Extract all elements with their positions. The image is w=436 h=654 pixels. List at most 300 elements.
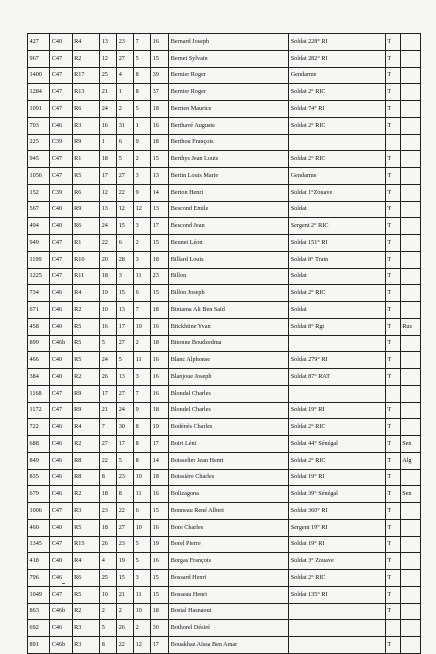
carton-cell: C40 — [50, 553, 72, 570]
carton-cell: C47 — [50, 268, 72, 285]
day-cell: 24 — [100, 101, 117, 118]
rank-unit-cell: Soldat 2° RIC — [289, 117, 386, 134]
status-cell: T — [385, 268, 400, 285]
table-row — [28, 519, 421, 536]
register-cell: R6 — [72, 570, 100, 587]
table-row — [28, 419, 421, 436]
day-cell: 5 — [100, 620, 117, 637]
hour-cell: 12 — [134, 201, 151, 218]
name-cell: Berthou François — [169, 134, 289, 151]
month-cell: 26 — [117, 620, 134, 637]
name-cell: Bouakhaz Aïssa Ben Amar — [169, 637, 289, 654]
status-cell: T — [385, 50, 400, 67]
hour-cell: 2 — [134, 620, 151, 637]
rank-unit-cell: Soldat 39° Sénégal — [289, 486, 386, 503]
month-cell: 23 — [117, 34, 134, 51]
entry-number-cell: 899 — [28, 335, 50, 352]
register-cell: R9 — [72, 385, 100, 402]
name-cell: Borel Pierre — [169, 536, 289, 553]
table-row — [28, 184, 421, 201]
status-cell: T — [385, 218, 400, 235]
register-cell: R2 — [72, 50, 100, 67]
register-cell: R2 — [72, 302, 100, 319]
year-or-page-cell: 17 — [151, 637, 169, 654]
register-cell: R1 — [72, 151, 100, 168]
status-cell: T — [385, 84, 400, 101]
status-cell: T — [385, 603, 400, 620]
table-row — [28, 385, 421, 402]
hour-cell: 5 — [134, 536, 151, 553]
year-or-page-cell: 19 — [151, 536, 169, 553]
day-cell: 23 — [100, 503, 117, 520]
month-cell: 27 — [117, 519, 134, 536]
hour-cell: 8 — [134, 84, 151, 101]
hour-cell: 11 — [134, 486, 151, 503]
table-row — [28, 218, 421, 235]
hour-cell: 1 — [134, 117, 151, 134]
month-cell: 22 — [117, 184, 134, 201]
origin-cell — [400, 536, 420, 553]
origin-cell: Sen — [400, 486, 420, 503]
day-cell: 24 — [100, 218, 117, 235]
table-row — [28, 603, 421, 620]
table-row — [28, 285, 421, 302]
year-or-page-cell: 15 — [151, 50, 169, 67]
register-cell: R3 — [72, 620, 100, 637]
rank-unit-cell: Soldat 360° RI — [289, 503, 386, 520]
status-cell: T — [385, 586, 400, 603]
register-cell: R9 — [72, 402, 100, 419]
year-or-page-cell: 16 — [151, 553, 169, 570]
day-cell: 13 — [100, 201, 117, 218]
carton-cell: C46 — [50, 570, 72, 587]
carton-cell: C47 — [50, 251, 72, 268]
name-cell: Bertin Louis Marie — [169, 168, 289, 185]
name-cell: Bintama Ali Ben Saïd — [169, 302, 289, 319]
year-or-page-cell: 39 — [151, 67, 169, 84]
month-cell: 1 — [117, 84, 134, 101]
register-cell: R6 — [72, 218, 100, 235]
register-cell: R4 — [72, 34, 100, 51]
year-or-page-cell: 23 — [151, 268, 169, 285]
origin-cell — [400, 335, 420, 352]
name-cell: Bescond Emile — [169, 201, 289, 218]
origin-cell — [400, 67, 420, 84]
entry-number-cell: 567 — [28, 201, 50, 218]
carton-cell: C47 — [50, 586, 72, 603]
carton-cell: C47 — [50, 67, 72, 84]
name-cell: Bosseau Henri — [169, 586, 289, 603]
hour-cell: 5 — [134, 50, 151, 67]
hour-cell: 3 — [134, 218, 151, 235]
status-cell: T — [385, 503, 400, 520]
entry-number-cell: 945 — [28, 151, 50, 168]
year-or-page-cell: 18 — [151, 302, 169, 319]
rank-unit-cell: Soldat — [289, 302, 386, 319]
year-or-page-cell: 14 — [151, 452, 169, 469]
name-cell: Borgas François — [169, 553, 289, 570]
register-cell: R2 — [72, 436, 100, 453]
rank-unit-cell: Sergent 2° RIC — [289, 218, 386, 235]
entry-number-cell: 688 — [28, 436, 50, 453]
day-cell: 7 — [100, 419, 117, 436]
name-cell: Boiri Léni — [169, 436, 289, 453]
register-cell: R11 — [72, 268, 100, 285]
entry-number-cell: 1049 — [28, 586, 50, 603]
year-or-page-cell: 16 — [151, 117, 169, 134]
origin-cell — [400, 586, 420, 603]
origin-cell — [400, 151, 420, 168]
hour-cell: 5 — [134, 553, 151, 570]
table-row — [28, 251, 421, 268]
hour-cell: 7 — [134, 302, 151, 319]
entry-number-cell: 418 — [28, 553, 50, 570]
rank-unit-cell: Soldat 87° RAT — [289, 369, 386, 386]
origin-cell — [400, 285, 420, 302]
origin-cell — [400, 369, 420, 386]
table-row — [28, 268, 421, 285]
month-cell: 15 — [117, 570, 134, 587]
name-cell: Blanjoue Joseph — [169, 369, 289, 386]
register-cell: R5 — [72, 335, 100, 352]
rank-unit-cell: Gendarme — [289, 67, 386, 84]
status-cell: T — [385, 117, 400, 134]
status-cell: T — [385, 251, 400, 268]
carton-cell: C47 — [50, 536, 72, 553]
rank-unit-cell — [289, 603, 386, 620]
carton-cell: C40 — [50, 352, 72, 369]
day-cell: 18 — [100, 486, 117, 503]
month-cell: 31 — [117, 117, 134, 134]
carton-cell: C40 — [50, 201, 72, 218]
status-cell: T — [385, 285, 400, 302]
hour-cell: 8 — [134, 67, 151, 84]
day-cell: 21 — [100, 402, 117, 419]
rank-unit-cell: Sergent 19° RI — [289, 519, 386, 536]
day-cell: 5 — [100, 335, 117, 352]
register-table — [27, 33, 421, 654]
status-cell: T — [385, 637, 400, 654]
table-row — [28, 84, 421, 101]
status-cell: T — [385, 419, 400, 436]
hour-cell: 3 — [134, 369, 151, 386]
carton-cell: C47 — [50, 50, 72, 67]
day-cell: 20 — [100, 251, 117, 268]
table-row — [28, 235, 421, 252]
name-cell: Boisselier Jean Henri — [169, 452, 289, 469]
day-cell: 27 — [100, 436, 117, 453]
rank-unit-cell — [289, 134, 386, 151]
entry-number-cell: 1345 — [28, 536, 50, 553]
year-or-page-cell: 16 — [151, 385, 169, 402]
rank-unit-cell: Soldat 74° RI — [289, 101, 386, 118]
entry-number-cell: 152 — [28, 184, 50, 201]
origin-cell — [400, 201, 420, 218]
year-or-page-cell: 13 — [151, 201, 169, 218]
status-cell: T — [385, 235, 400, 252]
origin-cell — [400, 268, 420, 285]
register-cell: R13 — [72, 84, 100, 101]
rank-unit-cell: Soldat 8° Train — [289, 251, 386, 268]
status-cell: T — [385, 486, 400, 503]
name-cell: Boissière Charles — [169, 469, 289, 486]
origin-cell: Rus — [400, 318, 420, 335]
name-cell: Bitckhtine Yvan — [169, 318, 289, 335]
day-cell: 25 — [100, 570, 117, 587]
day-cell: 22 — [100, 235, 117, 252]
entry-number-cell: 384 — [28, 369, 50, 386]
day-cell: 12 — [100, 50, 117, 67]
entry-number-cell: 466 — [28, 352, 50, 369]
rank-unit-cell: Soldat 2° RIC — [289, 570, 386, 587]
hour-cell: 10 — [134, 318, 151, 335]
hour-cell: 6 — [134, 503, 151, 520]
name-cell: Beunet Léon — [169, 235, 289, 252]
year-or-page-cell: 16 — [151, 352, 169, 369]
table-row — [28, 436, 421, 453]
table-row — [28, 101, 421, 118]
entry-number-cell: 849 — [28, 452, 50, 469]
status-cell: T — [385, 436, 400, 453]
hour-cell: 8 — [134, 452, 151, 469]
year-or-page-cell: 18 — [151, 469, 169, 486]
hour-cell: 5 — [134, 101, 151, 118]
table-row — [28, 620, 421, 637]
origin-cell — [400, 251, 420, 268]
entry-number-cell: 949 — [28, 235, 50, 252]
carton-cell: C47 — [50, 503, 72, 520]
status-cell: T — [385, 101, 400, 118]
month-cell: 27 — [117, 168, 134, 185]
rank-unit-cell: Gendarme — [289, 168, 386, 185]
day-cell: 21 — [100, 84, 117, 101]
status-cell: T — [385, 201, 400, 218]
year-or-page-cell: 15 — [151, 503, 169, 520]
entry-number-cell: 1400 — [28, 67, 50, 84]
carton-cell: C47 — [50, 385, 72, 402]
carton-cell: C46 — [50, 285, 72, 302]
entry-number-cell: 835 — [28, 469, 50, 486]
origin-cell — [400, 603, 420, 620]
table-row — [28, 536, 421, 553]
rank-unit-cell: Soldat 1°Zouave — [289, 184, 386, 201]
origin-cell — [400, 503, 420, 520]
month-cell: 17 — [117, 318, 134, 335]
status-cell — [385, 134, 400, 151]
rank-unit-cell: Soldat 2° RIC — [289, 419, 386, 436]
year-or-page-cell: 30 — [151, 620, 169, 637]
entry-number-cell: 1168 — [28, 385, 50, 402]
rank-unit-cell — [289, 637, 386, 654]
status-cell: T — [385, 318, 400, 335]
name-cell: Bernet Sylvain — [169, 50, 289, 67]
rank-unit-cell: Soldat 44° Sénégal — [289, 436, 386, 453]
day-cell: 8 — [100, 637, 117, 654]
carton-cell: C40 — [50, 218, 72, 235]
name-cell: Blanc Alphonse — [169, 352, 289, 369]
entry-number-cell: 1091 — [28, 101, 50, 118]
entry-number-cell: 1172 — [28, 402, 50, 419]
hour-cell: 2 — [134, 335, 151, 352]
day-cell: 25 — [100, 67, 117, 84]
year-or-page-cell: 37 — [151, 84, 169, 101]
table-row — [28, 637, 421, 654]
carton-cell: C47 — [50, 235, 72, 252]
month-cell: 27 — [117, 50, 134, 67]
rank-unit-cell: Soldat 228° RI — [289, 34, 386, 51]
register-cell: R9 — [72, 134, 100, 151]
status-cell: T — [385, 469, 400, 486]
origin-cell — [400, 419, 420, 436]
origin-cell — [400, 218, 420, 235]
entry-number-cell: 458 — [28, 318, 50, 335]
day-cell: 17 — [100, 385, 117, 402]
month-cell: 23 — [117, 469, 134, 486]
entry-number-cell: 1225 — [28, 268, 50, 285]
table-row — [28, 50, 421, 67]
year-or-page-cell: 14 — [151, 184, 169, 201]
status-cell: T — [385, 151, 400, 168]
status-cell: T — [385, 452, 400, 469]
register-cell: R8 — [72, 469, 100, 486]
hour-cell: 2 — [134, 151, 151, 168]
day-cell: 18 — [100, 519, 117, 536]
year-or-page-cell: 15 — [151, 285, 169, 302]
name-cell: Billard Louis — [169, 251, 289, 268]
month-cell: 13 — [117, 369, 134, 386]
origin-cell: Alg — [400, 452, 420, 469]
register-cell: R5 — [72, 586, 100, 603]
year-or-page-cell: 16 — [151, 369, 169, 386]
register-cell: R2 — [72, 603, 100, 620]
year-or-page-cell: 13 — [151, 168, 169, 185]
origin-cell — [400, 117, 420, 134]
hour-cell: 7 — [134, 385, 151, 402]
register-cell: R4 — [72, 285, 100, 302]
register-cell: R8 — [72, 452, 100, 469]
carton-cell: C47 — [50, 168, 72, 185]
name-cell: Bostal Hasnaoui — [169, 603, 289, 620]
month-cell: 23 — [117, 536, 134, 553]
hour-cell: 8 — [134, 436, 151, 453]
register-cell: R3 — [72, 117, 100, 134]
entry-number-cell: 1006 — [28, 503, 50, 520]
name-cell: Blondel Charles — [169, 402, 289, 419]
origin-cell — [400, 134, 420, 151]
hour-cell: 9 — [134, 402, 151, 419]
month-cell: 15 — [117, 218, 134, 235]
origin-cell — [400, 385, 420, 402]
table-row — [28, 34, 421, 51]
rank-unit-cell — [289, 335, 386, 352]
carton-cell: C47 — [50, 84, 72, 101]
hour-cell: 11 — [134, 352, 151, 369]
name-cell: Bothorel Désiré — [169, 620, 289, 637]
day-cell: 26 — [100, 536, 117, 553]
origin-cell — [400, 553, 420, 570]
day-cell: 18 — [100, 268, 117, 285]
table-row — [28, 335, 421, 352]
carton-cell: C46 — [50, 469, 72, 486]
rank-unit-cell: Soldat 19° RI — [289, 402, 386, 419]
name-cell: Bernier Roger — [169, 67, 289, 84]
carton-cell: C39 — [50, 184, 72, 201]
origin-cell — [400, 352, 420, 369]
entry-number-cell: 703 — [28, 117, 50, 134]
status-cell: T — [385, 34, 400, 51]
status-cell: T — [385, 302, 400, 319]
status-cell: T — [385, 352, 400, 369]
carton-cell: C46 — [50, 620, 72, 637]
rank-unit-cell: Soldat 3° Zouave — [289, 553, 386, 570]
year-or-page-cell: 15 — [151, 235, 169, 252]
rank-unit-cell: Soldat — [289, 268, 386, 285]
name-cell: Billon — [169, 268, 289, 285]
hour-cell: 11 — [134, 268, 151, 285]
entry-number-cell: 1284 — [28, 84, 50, 101]
name-cell: Berrien Maurice — [169, 101, 289, 118]
day-cell: 16 — [100, 117, 117, 134]
rank-unit-cell: Soldat 2° RIC — [289, 151, 386, 168]
name-cell: Bitonne Boudzedma — [169, 335, 289, 352]
entry-number-cell: 427 — [28, 34, 50, 51]
rank-unit-cell: Soldat 2° RIC — [289, 452, 386, 469]
origin-cell — [400, 637, 420, 654]
table-row — [28, 369, 421, 386]
rank-unit-cell: Soldat 2° RIC — [289, 285, 386, 302]
table-row — [28, 452, 421, 469]
origin-cell — [400, 168, 420, 185]
name-cell: Bore Charles — [169, 519, 289, 536]
carton-cell: C47 — [50, 151, 72, 168]
register-cell: R15 — [72, 536, 100, 553]
register-cell: R1 — [72, 235, 100, 252]
origin-cell — [400, 235, 420, 252]
origin-cell — [400, 620, 420, 637]
name-cell: Blondal Charles — [169, 385, 289, 402]
year-or-page-cell: 18 — [151, 603, 169, 620]
name-cell: Berthavé Auguste — [169, 117, 289, 134]
hour-cell: 10 — [134, 519, 151, 536]
rank-unit-cell — [289, 620, 386, 637]
entry-number-cell: 671 — [28, 302, 50, 319]
table-row — [28, 352, 421, 369]
status-cell — [385, 620, 400, 637]
year-or-page-cell: 17 — [151, 436, 169, 453]
entry-number-cell: 692 — [28, 620, 50, 637]
status-cell: T — [385, 536, 400, 553]
name-cell: Bonneau René Albert — [169, 503, 289, 520]
year-or-page-cell: 18 — [151, 134, 169, 151]
hour-cell: 9 — [134, 184, 151, 201]
month-cell: 5 — [117, 352, 134, 369]
month-cell: 2 — [117, 101, 134, 118]
month-cell: 8 — [117, 486, 134, 503]
day-cell: 4 — [100, 553, 117, 570]
rank-unit-cell: Soldat 151° RI — [289, 235, 386, 252]
table-row — [28, 117, 421, 134]
year-or-page-cell: 19 — [151, 419, 169, 436]
table-row — [28, 402, 421, 419]
table-row — [28, 151, 421, 168]
table-row — [28, 586, 421, 603]
register-cell: R2 — [72, 369, 100, 386]
entry-number-cell: 460 — [28, 519, 50, 536]
day-cell: 24 — [100, 352, 117, 369]
month-cell: 6 — [117, 134, 134, 151]
register-cell: R5 — [72, 318, 100, 335]
entry-number-cell: 863 — [28, 603, 50, 620]
